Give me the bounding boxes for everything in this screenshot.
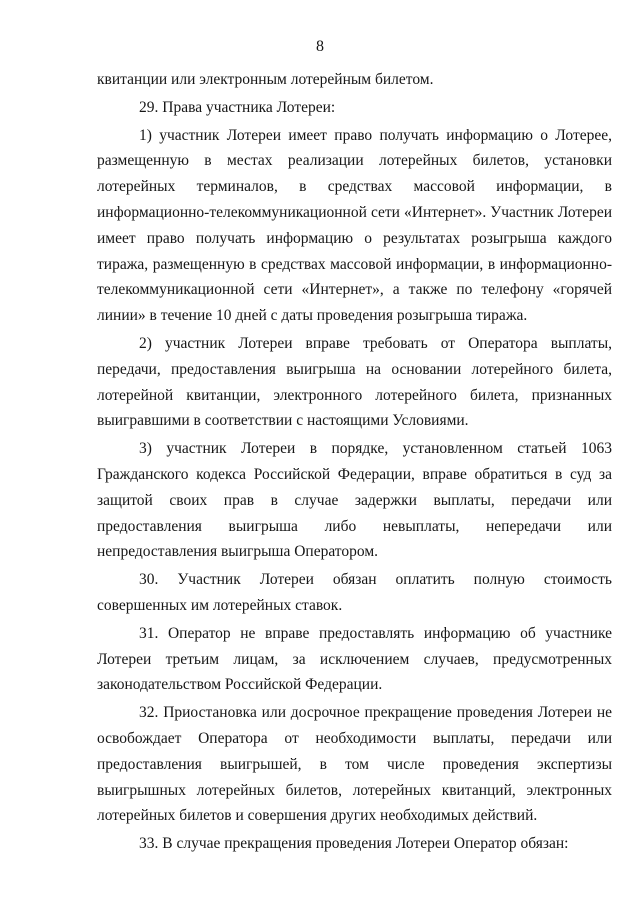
document-body xyxy=(97,67,612,857)
page-number: 8 xyxy=(316,38,324,55)
paragraph-clause-30: 30. Участник Лотереи обязан оплатить полную стоимость совершенных им лотерейных ставок. xyxy=(97,571,612,614)
paragraph-clause-33: 33. В случае прекращения проведения Лотереи Оператор обязан: xyxy=(139,835,569,853)
paragraph-clause-31: 31. Оператор не вправе предоставлять информацию об участнике Лотереи третьим лицам, за исключением случаев, предусмотренных законодательством Российской Федерации. xyxy=(97,624,612,694)
paragraph-clause-32: 32. Приостановка или досрочное прекращение проведения Лотереи не освобождает Оператора от необходимости выплаты, передачи или предоставления выигрышей, в том числе проведения экспертизы выигрышных лотерейных билетов, лотерейных квитанций, электронных лотерейных билетов и совершения других необходимых действий. xyxy=(97,704,612,825)
paragraph-continuation: квитанции или электронным лотерейным билетом. xyxy=(97,71,434,88)
paragraph-clause-29-2: 2) участник Лотереи вправе требовать от Оператора выплаты, передачи, предоставления выигрыша на основании лотерейного билета, лотерейной квитанции, электронного лотерейного билета, признанных выигравшими в соответствии с настоящими Условиями. xyxy=(97,334,612,430)
paragraph-clause-29: 29. Права участника Лотереи: xyxy=(139,98,336,116)
paragraph-clause-29-1: 1) участник Лотереи имеет право получать информацию о Лотерее, размещенную в местах реализации лотерейных билетов, установки лотерейных терминалов, в средствах массовой информации, в информационно-телекоммуникационной сети «Интернет». Участник Лотереи имеет право получать информацию о результатах розыгрыша каждого тиража, размещенную в средствах массовой информации, в информационно-телекоммуникационной сети «Интернет», а также по телефону «горячей линии» в течение 10 дней с даты проведения розыгрыша тиража. xyxy=(97,126,612,325)
paragraph-clause-29-3: 3) участник Лотереи в порядке, установленном статьей 1063 Гражданского кодекса Российской Федерации, вправе обратиться в суд за защитой своих прав в случае задержки выплаты, передачи или предоставления выигрыша либо невыплаты, непередачи или непредоставления выигрыша Оператором. xyxy=(97,440,612,561)
